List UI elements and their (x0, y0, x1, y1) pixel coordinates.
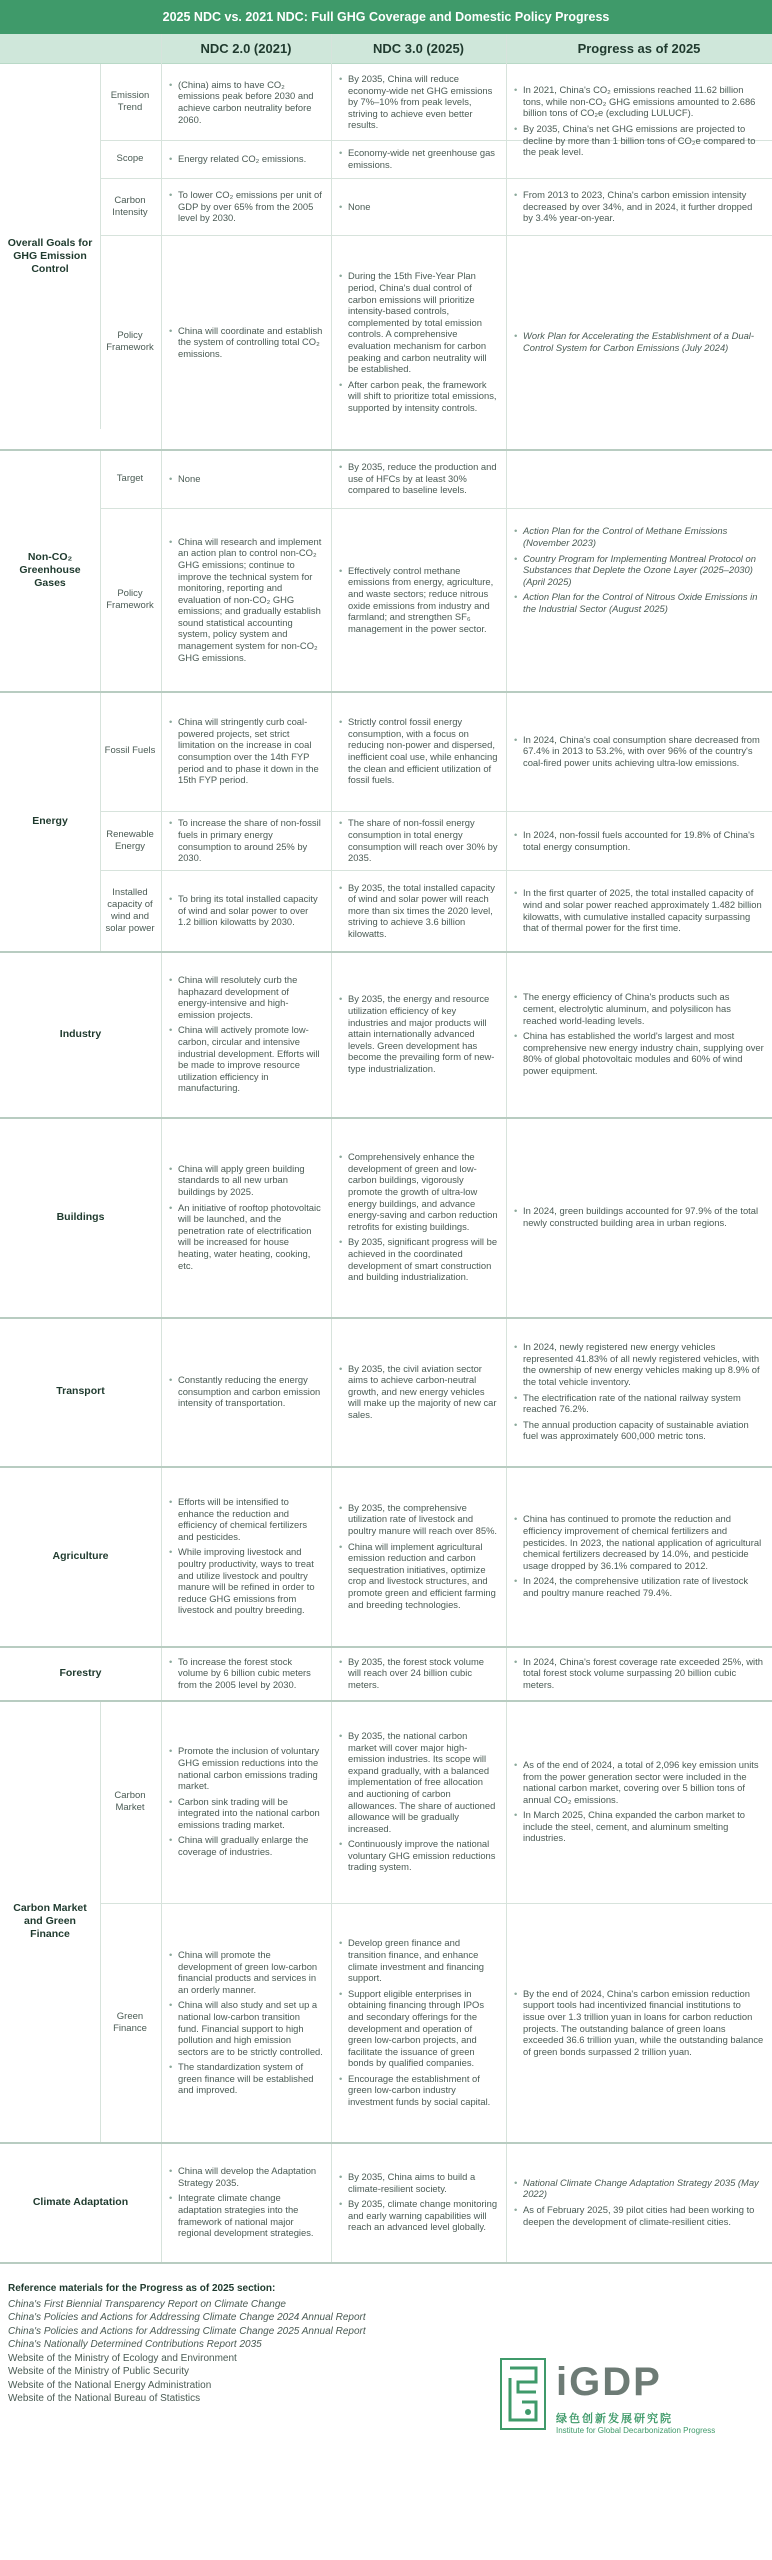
cell-scope-ndc2 (161, 140, 331, 178)
references (8, 2282, 508, 2406)
cell-bullet: • After carbon peak, the framework will shift to prioritize total emissions, supported by intensity controls. (339, 379, 498, 414)
logo-name: iGDP (556, 2360, 662, 2404)
cell-emission-trend-ndc3 (331, 64, 506, 140)
cell-bullet: • By 2035, the national carbon market will cover major high-emission industries. Its scope will expand gradually, with a balanced implementation of free allocation and auctioning of carbon allowances. The share of auctioned allowance will be gradually increased. (339, 1730, 498, 1834)
reference-item: China's Policies and Actions for Addressing Climate Change 2024 Annual Report (8, 2312, 366, 2323)
cell-green-finance-progress (506, 1903, 772, 2142)
cell-bullet: • China will also study and set up a national low-carbon transition fund. Financial support to high pollution and high emission sectors are to be strictly controlled. (169, 1999, 323, 2057)
cell-green-finance-ndc3 (331, 1903, 506, 2142)
cell-agriculture-progress (506, 1466, 772, 1646)
cell-bullet: • By 2035, climate change monitoring and early warning capabilities will reach an advanced level globally. (339, 2198, 498, 2233)
section-industry: Industry (59, 1027, 102, 1040)
sub-carbon-intensity: Carbon Intensity (112, 194, 148, 218)
cell-bullet: • From 2013 to 2023, China's carbon emission intensity decreased by over 34%, and in 2024, it further dropped by 3.4% year-on-year. (514, 189, 764, 224)
cell-nonco2-policy-ndc2 (161, 508, 331, 691)
cell-carbon-market-ndc3 (331, 1700, 506, 1903)
cell-industry-progress (506, 951, 772, 1117)
cell-installed-ndc3 (331, 870, 506, 951)
cell-nonco2-policy-ndc3 (331, 508, 506, 691)
cell-fossil-ndc2 (161, 691, 331, 811)
cell-carbon-market-ndc2 (161, 1700, 331, 1903)
cell-agriculture-ndc2 (161, 1466, 331, 1646)
cell-bullet: • Work Plan for Accelerating the Establishment of a Dual-Control System for Carbon Emissions (July 2024) (514, 330, 764, 353)
cell-carbon-intensity-progress (506, 178, 772, 235)
cell-bullet: • In 2024, China's coal consumption share decreased from 67.4% in 2013 to 53.2%, with over 96% of the country's coal-fired power units achieving ultra-low emissions. (514, 734, 764, 769)
cell-installed-ndc2 (161, 870, 331, 951)
section-energy: Energy (32, 814, 68, 827)
cell-installed-progress (506, 870, 772, 951)
cell-bullet: • China will stringently curb coal-powered projects, set strict limitation on the increase in coal consumption over the 14th FYP period and to phase it down in the 15th FYP period. (169, 716, 323, 786)
cell-bullet: • China will research and implement an action plan to control non-CO₂ GHG emissions; continue to improve the technical system for monitoring, reporting and evaluation of non-CO₂ GHG emissions; and gradually establish sound statistical accounting system, policy system and management system for non-CO₂ GHG emissions. (169, 536, 323, 664)
cell-bullet: • Promote the inclusion of voluntary GHG emission reductions into the national carbon emissions trading market. (169, 1745, 323, 1791)
reference-item: China's Nationally Determined Contributions Report 2035 (8, 2339, 262, 2350)
sub-policy-framework: Policy Framework (106, 330, 154, 353)
section-agriculture: Agriculture (52, 1549, 109, 1562)
sub-emission-trend: Emission Trend (110, 90, 150, 113)
sub-installed-capacity: Installed capacity of wind and solar power (105, 886, 155, 934)
cell-bullet: • By 2035, the total installed capacity of wind and solar power will reach more than six times the 2020 level, striving to achieve 3.6 billion kilowatts. (339, 882, 498, 940)
header-ndc2: NDC 2.0 (2021) (161, 34, 331, 64)
cell-bullet: • Integrate climate change adaptation strategies into the framework of national major regional development strategies. (169, 2192, 323, 2238)
cell-green-finance-ndc2 (161, 1903, 331, 2142)
reference-item: Website of the National Bureau of Statistics (8, 2393, 201, 2404)
section-carbon-market-finance: Carbon Market and Green Finance (13, 1901, 87, 1940)
sub-target: Target (116, 472, 144, 484)
cell-renewable-progress (506, 811, 772, 870)
cell-bullet: • By 2035, significant progress will be achieved in the coordinated development of smart construction and building industrialization. (339, 1236, 498, 1282)
section-climate-adaptation: Climate Adaptation (32, 2195, 129, 2208)
cell-bullet: • In 2024, newly registered new energy vehicles represented 41.83% of all newly registered vehicles, with the ownership of new energy vehicles making up 8.9% of the total vehicle inventory. (514, 1341, 764, 1387)
cell-bullet: • Energy related CO₂ emissions. (169, 153, 323, 165)
cell-bullet: • The annual production capacity of sustainable aviation fuel was approximately 600,000 metric tons. (514, 1419, 764, 1442)
cell-bullet: • Efforts will be intensified to enhance the reduction and efficiency of chemical fertilizers and pesticides. (169, 1496, 323, 1542)
cell-bullet: • By 2035, the forest stock volume will reach over 24 billion cubic meters. (339, 1656, 498, 1691)
reference-item: Website of the Ministry of Public Security (8, 2366, 189, 2377)
cell-adaptation-progress (506, 2142, 772, 2262)
cell-bullet: • Strictly control fossil energy consumption, with a focus on reducing non-power and dispersed, inefficient coal use, while enhancing the clean and efficient utilization of fossil fuels. (339, 716, 498, 786)
cell-bullet: • In 2024, China's forest coverage rate exceeded 25%, with total forest stock volume surpassing 20 billion cubic meters. (514, 1656, 764, 1691)
reference-item: Website of the Ministry of Ecology and Environment (8, 2352, 237, 2364)
cell-bullet: • The standardization system of green finance will be established and improved. (169, 2061, 323, 2096)
cell-bullet: • Encourage the establishment of green low-carbon industry investment funds by social capital. (339, 2073, 498, 2108)
cell-bullet: • Action Plan for the Control of Nitrous Oxide Emissions in the Industrial Sector (August 2025) (514, 591, 764, 614)
cell-policy-framework-progress (506, 235, 772, 449)
cell-target-ndc3 (331, 449, 506, 508)
cell-forestry-ndc2 (161, 1646, 331, 1700)
cell-bullet: • National Climate Change Adaptation Strategy 2035 (May 2022) (514, 2177, 764, 2200)
cell-bullet: • By the end of 2024, China's carbon emission reduction support tools had incentivized financial institutions to issue over 1.3 trillion yuan in loans for carbon reduction projects. The outstanding balance of green loans exceeded 36.6 trillion yuan, while the outstanding balance of green bonds surpassed 2 trillion yuan. (514, 1988, 764, 2058)
cell-bullet: • China has continued to promote the reduction and efficiency improvement of chemical fertilizers and pesticides. In 2023, the national application of agricultural chemical fertilizers decreased by 14.0%, and pesticide usage dropped by 36.1% compared to 2012. (514, 1513, 764, 1571)
cell-renewable-ndc2 (161, 811, 331, 870)
sub-scope: Scope (116, 153, 144, 164)
cell-target-ndc2 (161, 449, 331, 508)
cell-buildings-progress (506, 1117, 772, 1317)
cell-emission-trend-progress (506, 64, 772, 178)
cell-bullet: • By 2035, the comprehensive utilization rate of livestock and poultry manure will reach over 85%. (339, 1502, 498, 1537)
cell-carbon-intensity-ndc2 (161, 178, 331, 235)
cell-bullet: • To increase the forest stock volume by 6 billion cubic meters from the 2005 level by 2030. (169, 1656, 323, 1691)
cell-bullet: • China will apply green building standards to all new urban buildings by 2025. (169, 1163, 323, 1198)
cell-bullet: • (China) aims to have CO₂ emissions peak before 2030 and achieve carbon neutrality before 2060. (169, 79, 323, 125)
cell-bullet: • Action Plan for the Control of Methane Emissions (November 2023) (514, 525, 764, 548)
cell-bullet: • In 2024, non-fossil fuels accounted for 19.8% of China's total energy consumption. (514, 829, 764, 852)
row-divider (0, 2262, 772, 2264)
sub-renewable-energy: Renewable Energy (106, 828, 154, 852)
header-ndc3: NDC 3.0 (2025) (331, 34, 506, 64)
cell-industry-ndc2 (161, 951, 331, 1117)
section-forestry: Forestry (59, 1666, 102, 1679)
sub-fossil-fuels: Fossil Fuels (104, 745, 156, 756)
cell-bullet: • During the 15th Five-Year Plan period, China's dual control of carbon emissions will prioritize intensity-based controls, complemented by total emission controls. A comprehensive evaluation mechanism for carbon peaking and carbon neutrality will be established. (339, 270, 498, 374)
cell-renewable-ndc3 (331, 811, 506, 870)
header-corner (0, 34, 161, 64)
cell-bullet: • Constantly reducing the energy consumption and carbon emission intensity of transportation. (169, 1374, 323, 1409)
cell-bullet: • None (339, 201, 498, 213)
cell-bullet: • Comprehensively enhance the development of green and low-carbon buildings, vigorously promote the growth of ultra-low energy buildings, and advance energy-saving and carbon reduction retrofits for existing buildings. (339, 1151, 498, 1232)
cell-policy-framework-ndc2 (161, 235, 331, 449)
cell-bullet: • While improving livestock and poultry productivity, ways to treat and utilize livestock and poultry manure will be refined in order to reduce GHG emissions from livestock and poultry breeding. (169, 1546, 323, 1616)
cell-bullet: • An initiative of rooftop photovoltaic will be launched, and the penetration rate of electrification will be increased for house heating, water heating, cooking, etc. (169, 1202, 323, 1272)
cell-fossil-ndc3 (331, 691, 506, 811)
cell-bullet: • By 2035, the energy and resource utilization efficiency of key industries and major products will attain internationally advanced levels. Green development has become the prevailing form of new-type industrialization. (339, 993, 498, 1074)
cell-bullet: • China will actively promote low-carbon, circular and intensive industrial development. Efforts will be made to improve resource utilization efficiency in manufacturing. (169, 1024, 323, 1094)
cell-bullet: • In the first quarter of 2025, the total installed capacity of wind and solar power reached approximately 1.482 billion kilowatts, with cumulative installed capacity surpassing that of thermal power for the first time. (514, 887, 764, 933)
cell-bullet: • Support eligible enterprises in obtaining financing through IPOs and secondary offerings for the development and operation of green low-carbon projects, and facilitate the issuance of green bonds by qualified companies. (339, 1988, 498, 2069)
cell-bullet: • By 2035, China's net GHG emissions are projected to decline by more than 1 billion tons of CO₂e compared to the peak level. (514, 123, 764, 158)
cell-buildings-ndc2 (161, 1117, 331, 1317)
cell-bullet: • By 2035, the civil aviation sector aims to achieve carbon-neutral growth, and new energy vehicles will make up the majority of new car sales. (339, 1363, 498, 1421)
cell-bullet: • In 2021, China's CO₂ emissions reached 11.62 billion tons, while non-CO₂ GHG emissions amounted to 2.686 billion tons of CO₂e (excluding LULUCF). (514, 84, 764, 119)
cell-bullet: • The share of non-fossil energy consumption in total energy consumption will reach over 30% by 2035. (339, 817, 498, 863)
cell-carbon-market-progress (506, 1700, 772, 1903)
cell-nonco2-progress (506, 449, 772, 691)
reference-item: China's First Biennial Transparency Report on Climate Change (8, 2298, 286, 2310)
cell-bullet: • To bring its total installed capacity of wind and solar power to over 1.2 billion kilowatts by 2030. (169, 893, 323, 928)
cell-buildings-ndc3 (331, 1117, 506, 1317)
cell-bullet: • China will develop the Adaptation Strategy 2035. (169, 2165, 323, 2188)
page-title: 2025 NDC vs. 2021 NDC: Full GHG Coverage and Domestic Policy Progress (0, 0, 772, 34)
section-buildings: Buildings (56, 1210, 105, 1223)
cell-bullet: • Continuously improve the national voluntary GHG emission reductions trading system. (339, 1838, 498, 1873)
logo-english-name: Institute for Global Decarbonization Progress (556, 2426, 716, 2435)
cell-bullet: • The electrification rate of the national railway system reached 76.2%. (514, 1392, 764, 1415)
cell-fossil-progress (506, 691, 772, 811)
cell-bullet: • None (169, 473, 323, 485)
cell-industry-ndc3 (331, 951, 506, 1117)
cell-bullet: • In 2024, the comprehensive utilization rate of livestock and poultry manure reached 79.4%. (514, 1575, 764, 1598)
cell-bullet: • In 2024, green buildings accounted for 97.9% of the total newly constructed building area in urban regions. (514, 1205, 764, 1228)
cell-bullet: • In March 2025, China expanded the carbon market to include the steel, cement, and aluminum smelting industries. (514, 1809, 764, 1844)
cell-carbon-intensity-ndc3 (331, 178, 506, 235)
cell-bullet: • Economy-wide net greenhouse gas emissions. (339, 147, 498, 170)
sub-policy-framework-nonco2: Policy Framework (106, 587, 154, 611)
cell-transport-ndc2 (161, 1317, 331, 1466)
section-non-co2: Non-CO₂ Greenhouse Gases (19, 550, 81, 589)
reference-item: China's Policies and Actions for Addressing Climate Change 2025 Annual Report (8, 2325, 366, 2337)
cell-forestry-ndc3 (331, 1646, 506, 1700)
cell-bullet: • Develop green finance and transition finance, and enhance climate investment and financing support. (339, 1937, 498, 1983)
igdp-logo-icon (500, 2358, 546, 2430)
sub-green-finance: Green Finance (113, 2010, 147, 2034)
cell-bullet: • China will promote the development of green low-carbon financial products and services in an orderly manner. (169, 1949, 323, 1995)
cell-bullet: • Carbon sink trading will be integrated into the national carbon emissions trading market. (169, 1796, 323, 1831)
cell-transport-progress (506, 1317, 772, 1466)
cell-bullet: • China will implement agricultural emission reduction and carbon sequestration initiatives, optimize crop and livestock structures, and promote green and efficient farming and breeding technologies. (339, 1541, 498, 1611)
cell-policy-framework-ndc3 (331, 235, 506, 449)
cell-bullet: • China will gradually enlarge the coverage of industries. (169, 1834, 323, 1857)
cell-bullet: • The energy efficiency of China's products such as cement, electrolytic aluminum, and polysilicon has reached world-leading levels. (514, 991, 764, 1026)
cell-bullet: • As of February 2025, 39 pilot cities had been working to deepen the development of climate-resilient cities. (514, 2204, 764, 2227)
header-progress: Progress as of 2025 (506, 34, 772, 64)
cell-adaptation-ndc3 (331, 2142, 506, 2262)
cell-bullet: • By 2035, reduce the production and use of HFCs by at least 30% compared to baseline levels. (339, 461, 498, 496)
cell-scope-ndc3 (331, 140, 506, 178)
cell-bullet: • By 2035, China will reduce economy-wide net GHG emissions by 7%–10% from peak levels, striving to achieve even better results. (339, 73, 498, 131)
logo-chinese-name: 绿色创新发展研究院 (556, 2413, 673, 2425)
references-title: Reference materials for the Progress as of 2025 section: (8, 2283, 276, 2294)
cell-bullet: • By 2035, China aims to build a climate-resilient society. (339, 2171, 498, 2194)
reference-item: Website of the National Energy Administration (8, 2379, 212, 2391)
section-transport: Transport (56, 1385, 105, 1397)
cell-bullet: • Country Program for Implementing Montreal Protocol on Substances that Deplete the Ozone Layer (2025–2030) (April 2025) (514, 553, 764, 588)
cell-bullet: • China will coordinate and establish the system of controlling total CO₂ emissions. (169, 325, 323, 360)
cell-bullet: • China will resolutely curb the haphazard development of energy-intensive and high-emission projects. (169, 974, 323, 1020)
section-overall-goals: Overall Goals for GHG Emission Control (7, 237, 93, 275)
cell-bullet: • As of the end of 2024, a total of 2,096 key emission units from the power generation sector were included in the national carbon market, covering over 5 billion tons of annual CO₂ emissions. (514, 1759, 764, 1805)
cell-bullet: • To increase the share of non-fossil fuels in primary energy consumption to around 25% by 2030. (169, 817, 323, 863)
sub-carbon-market: Carbon Market (114, 1789, 146, 1813)
cell-bullet: • Effectively control methane emissions from energy, agriculture, and waste sectors; reduce nitrous oxide emissions from industry and farmland; and strengthen SF₆ management in the power sector. (339, 565, 498, 635)
cell-emission-trend-ndc2 (161, 64, 331, 140)
cell-agriculture-ndc3 (331, 1466, 506, 1646)
cell-forestry-progress (506, 1646, 772, 1700)
cell-transport-ndc3 (331, 1317, 506, 1466)
cell-adaptation-ndc2 (161, 2142, 331, 2262)
cell-bullet: • To lower CO₂ emissions per unit of GDP by over 65% from the 2005 level by 2030. (169, 189, 323, 224)
cell-bullet: • China has established the world's largest and most comprehensive new energy industry chain, supplying over 80% of global photovoltaic modules and 60% of wind power equipment. (514, 1030, 764, 1076)
